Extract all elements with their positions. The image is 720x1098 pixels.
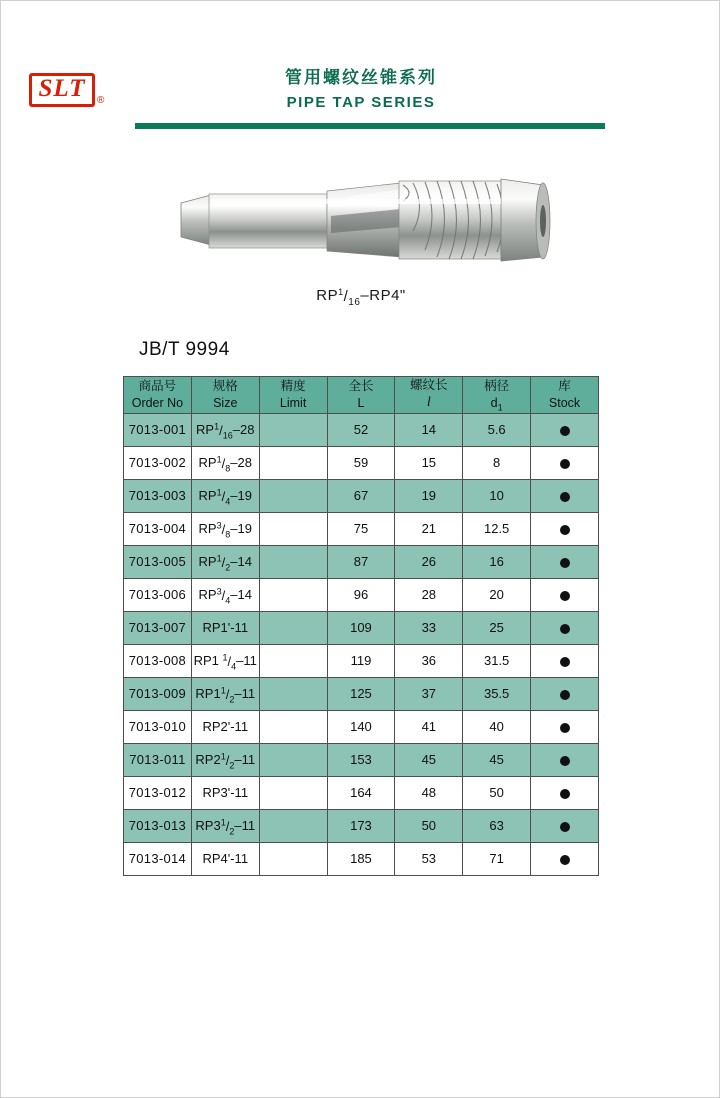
col-order-no-cn: 商品号 <box>138 378 177 393</box>
cell-order-no: 7013-014 <box>124 842 192 875</box>
stock-dot-icon <box>560 558 570 568</box>
cell-size: $RP^1/_{16}-28$ <box>191 413 259 446</box>
cell-stock <box>531 446 599 479</box>
table-row <box>124 611 599 644</box>
standard-label: JB/T 9994 <box>139 339 230 360</box>
table-row <box>124 479 599 512</box>
cell-total-length: 164 <box>327 776 395 809</box>
cell-thread-length: 50 <box>395 809 463 842</box>
stock-dot-icon <box>560 855 570 865</box>
cell-size: RP1'-11 <box>191 611 259 644</box>
registered-trademark-icon: ® <box>97 95 105 106</box>
cell-thread-length: 21 <box>395 512 463 545</box>
cell-limit <box>259 413 327 446</box>
cell-order-no: 7013-011 <box>124 743 192 776</box>
col-size-cn: 规格 <box>212 378 238 393</box>
cell-stock <box>531 611 599 644</box>
cell-size: $RP3^1/_2-11$ <box>191 809 259 842</box>
stock-dot-icon <box>560 525 570 535</box>
stock-dot-icon <box>560 657 570 667</box>
table-row <box>124 776 599 809</box>
col-total-length <box>327 377 395 414</box>
table-row <box>124 578 599 611</box>
product-caption: $RP^1/_{16}-RP4$" <box>316 286 406 308</box>
stock-dot-icon <box>560 492 570 502</box>
col-total-length-en: L <box>357 395 365 410</box>
cell-order-no: 7013-010 <box>124 710 192 743</box>
stock-dot-icon <box>560 690 570 700</box>
table-row <box>124 842 599 875</box>
product-image <box>151 161 571 281</box>
cell-thread-length: 41 <box>395 710 463 743</box>
cell-total-length: 109 <box>327 611 395 644</box>
col-order-no <box>124 377 192 414</box>
cell-limit <box>259 743 327 776</box>
cell-stock <box>531 677 599 710</box>
cell-limit <box>259 479 327 512</box>
cell-order-no: 7013-004 <box>124 512 192 545</box>
cell-limit <box>259 446 327 479</box>
cell-thread-length: 15 <box>395 446 463 479</box>
cell-shank-diameter: 35.5 <box>463 677 531 710</box>
cell-total-length: 59 <box>327 446 395 479</box>
cell-size: RP2'-11 <box>191 710 259 743</box>
cell-order-no: 7013-006 <box>124 578 192 611</box>
stock-dot-icon <box>560 756 570 766</box>
col-limit-cn: 精度 <box>280 378 306 393</box>
cell-total-length: 52 <box>327 413 395 446</box>
cell-total-length: 96 <box>327 578 395 611</box>
cell-thread-length: 28 <box>395 578 463 611</box>
cell-thread-length: 14 <box>395 413 463 446</box>
cell-size: $RP^1/_8-28$ <box>191 446 259 479</box>
cell-shank-diameter: 10 <box>463 479 531 512</box>
col-size-en: Size <box>213 395 238 410</box>
cell-total-length: 125 <box>327 677 395 710</box>
col-order-no-en: Order No <box>131 395 184 410</box>
cell-limit <box>259 776 327 809</box>
cell-size: $RP^1/_2-14$ <box>191 545 259 578</box>
cell-order-no: 7013-012 <box>124 776 192 809</box>
cell-size: $RP1^1/_2-11$ <box>191 677 259 710</box>
table-row <box>124 413 599 446</box>
table-head <box>124 377 599 414</box>
cell-order-no: 7013-002 <box>124 446 192 479</box>
cell-limit <box>259 809 327 842</box>
cell-shank-diameter: 71 <box>463 842 531 875</box>
cell-size: $RP^3/_8-19$ <box>191 512 259 545</box>
cell-total-length: 119 <box>327 644 395 677</box>
cell-stock <box>531 479 599 512</box>
col-thread-length <box>395 377 463 414</box>
cell-thread-length: 53 <box>395 842 463 875</box>
cell-shank-diameter: 25 <box>463 611 531 644</box>
logo-text: SLT <box>38 75 86 102</box>
page-title-english: PIPE TAP SERIES <box>286 94 436 111</box>
cell-size: RP1 $^1/_4-11$ <box>191 644 259 677</box>
col-limit-en: Limit <box>279 395 307 410</box>
cell-order-no: 7013-009 <box>124 677 192 710</box>
col-shank-diameter-cn: 柄径 <box>484 378 510 393</box>
cell-total-length: 153 <box>327 743 395 776</box>
cell-thread-length: 48 <box>395 776 463 809</box>
cell-limit <box>259 710 327 743</box>
cell-total-length: 75 <box>327 512 395 545</box>
cell-order-no: 7013-003 <box>124 479 192 512</box>
cell-limit <box>259 545 327 578</box>
cell-order-no: 7013-008 <box>124 644 192 677</box>
stock-dot-icon <box>560 624 570 634</box>
table-row <box>124 743 599 776</box>
cell-limit <box>259 677 327 710</box>
col-shank-diameter <box>463 377 531 414</box>
cell-limit <box>259 611 327 644</box>
cell-stock <box>531 809 599 842</box>
col-limit <box>259 377 327 414</box>
cell-shank-diameter: 31.5 <box>463 644 531 677</box>
table-row <box>124 446 599 479</box>
col-shank-diameter-subscript: 1 <box>497 402 503 413</box>
col-shank-diameter-en <box>463 395 530 412</box>
cell-thread-length: 33 <box>395 611 463 644</box>
header-divider <box>135 123 605 129</box>
cell-shank-diameter: 40 <box>463 710 531 743</box>
cell-stock <box>531 545 599 578</box>
stock-dot-icon <box>560 723 570 733</box>
cell-size: $RP^1/_4-19$ <box>191 479 259 512</box>
cell-thread-length: 19 <box>395 479 463 512</box>
cell-size: $RP^3/_4-14$ <box>191 578 259 611</box>
col-thread-length-en: l <box>426 394 431 410</box>
col-stock <box>531 377 599 414</box>
cell-thread-length: 36 <box>395 644 463 677</box>
stock-dot-icon <box>560 459 570 469</box>
stock-dot-icon <box>560 591 570 601</box>
table-row <box>124 512 599 545</box>
cell-total-length: 173 <box>327 809 395 842</box>
spec-table <box>123 376 599 876</box>
table-row <box>124 710 599 743</box>
pipe-tap-illustration <box>151 161 571 281</box>
cell-limit <box>259 842 327 875</box>
table-row <box>124 809 599 842</box>
cell-total-length: 67 <box>327 479 395 512</box>
cell-limit <box>259 578 327 611</box>
cell-thread-length: 45 <box>395 743 463 776</box>
cell-stock <box>531 710 599 743</box>
cell-total-length: 185 <box>327 842 395 875</box>
cell-stock <box>531 842 599 875</box>
table-body <box>124 413 599 875</box>
cell-size: $RP2^1/_2-11$ <box>191 743 259 776</box>
col-thread-length-cn: 螺纹长 <box>410 377 448 392</box>
cell-shank-diameter: 8 <box>463 446 531 479</box>
cell-total-length: 140 <box>327 710 395 743</box>
cell-shank-diameter: 50 <box>463 776 531 809</box>
cell-stock <box>531 644 599 677</box>
page-header <box>1 1 720 141</box>
cell-shank-diameter: 16 <box>463 545 531 578</box>
cell-stock <box>531 743 599 776</box>
col-stock-cn: 库 <box>558 378 571 393</box>
stock-dot-icon <box>560 426 570 436</box>
spec-table-wrapper <box>123 376 599 876</box>
page-title-chinese: 管用螺纹丝锥系列 <box>285 68 437 88</box>
cell-order-no: 7013-007 <box>124 611 192 644</box>
stock-dot-icon <box>560 822 570 832</box>
cell-size: RP3'-11 <box>191 776 259 809</box>
cell-shank-diameter: 20 <box>463 578 531 611</box>
col-size <box>191 377 259 414</box>
cell-size: RP4'-11 <box>191 842 259 875</box>
cell-shank-diameter: 5.6 <box>463 413 531 446</box>
cell-shank-diameter: 12.5 <box>463 512 531 545</box>
cell-limit <box>259 512 327 545</box>
col-total-length-cn: 全长 <box>348 378 374 393</box>
cell-shank-diameter: 63 <box>463 809 531 842</box>
col-stock-en: Stock <box>548 395 581 410</box>
cell-stock <box>531 776 599 809</box>
cell-total-length: 87 <box>327 545 395 578</box>
cell-limit <box>259 644 327 677</box>
cell-stock <box>531 413 599 446</box>
cell-thread-length: 37 <box>395 677 463 710</box>
cell-stock <box>531 512 599 545</box>
cell-thread-length: 26 <box>395 545 463 578</box>
col-shank-diameter-symbol: d <box>490 395 498 410</box>
cell-stock <box>531 578 599 611</box>
cell-order-no: 7013-001 <box>124 413 192 446</box>
cell-shank-diameter: 45 <box>463 743 531 776</box>
table-row <box>124 545 599 578</box>
table-row <box>124 644 599 677</box>
cell-order-no: 7013-005 <box>124 545 192 578</box>
table-row <box>124 677 599 710</box>
stock-dot-icon <box>560 789 570 799</box>
table-header-row <box>124 377 599 414</box>
cell-order-no: 7013-013 <box>124 809 192 842</box>
